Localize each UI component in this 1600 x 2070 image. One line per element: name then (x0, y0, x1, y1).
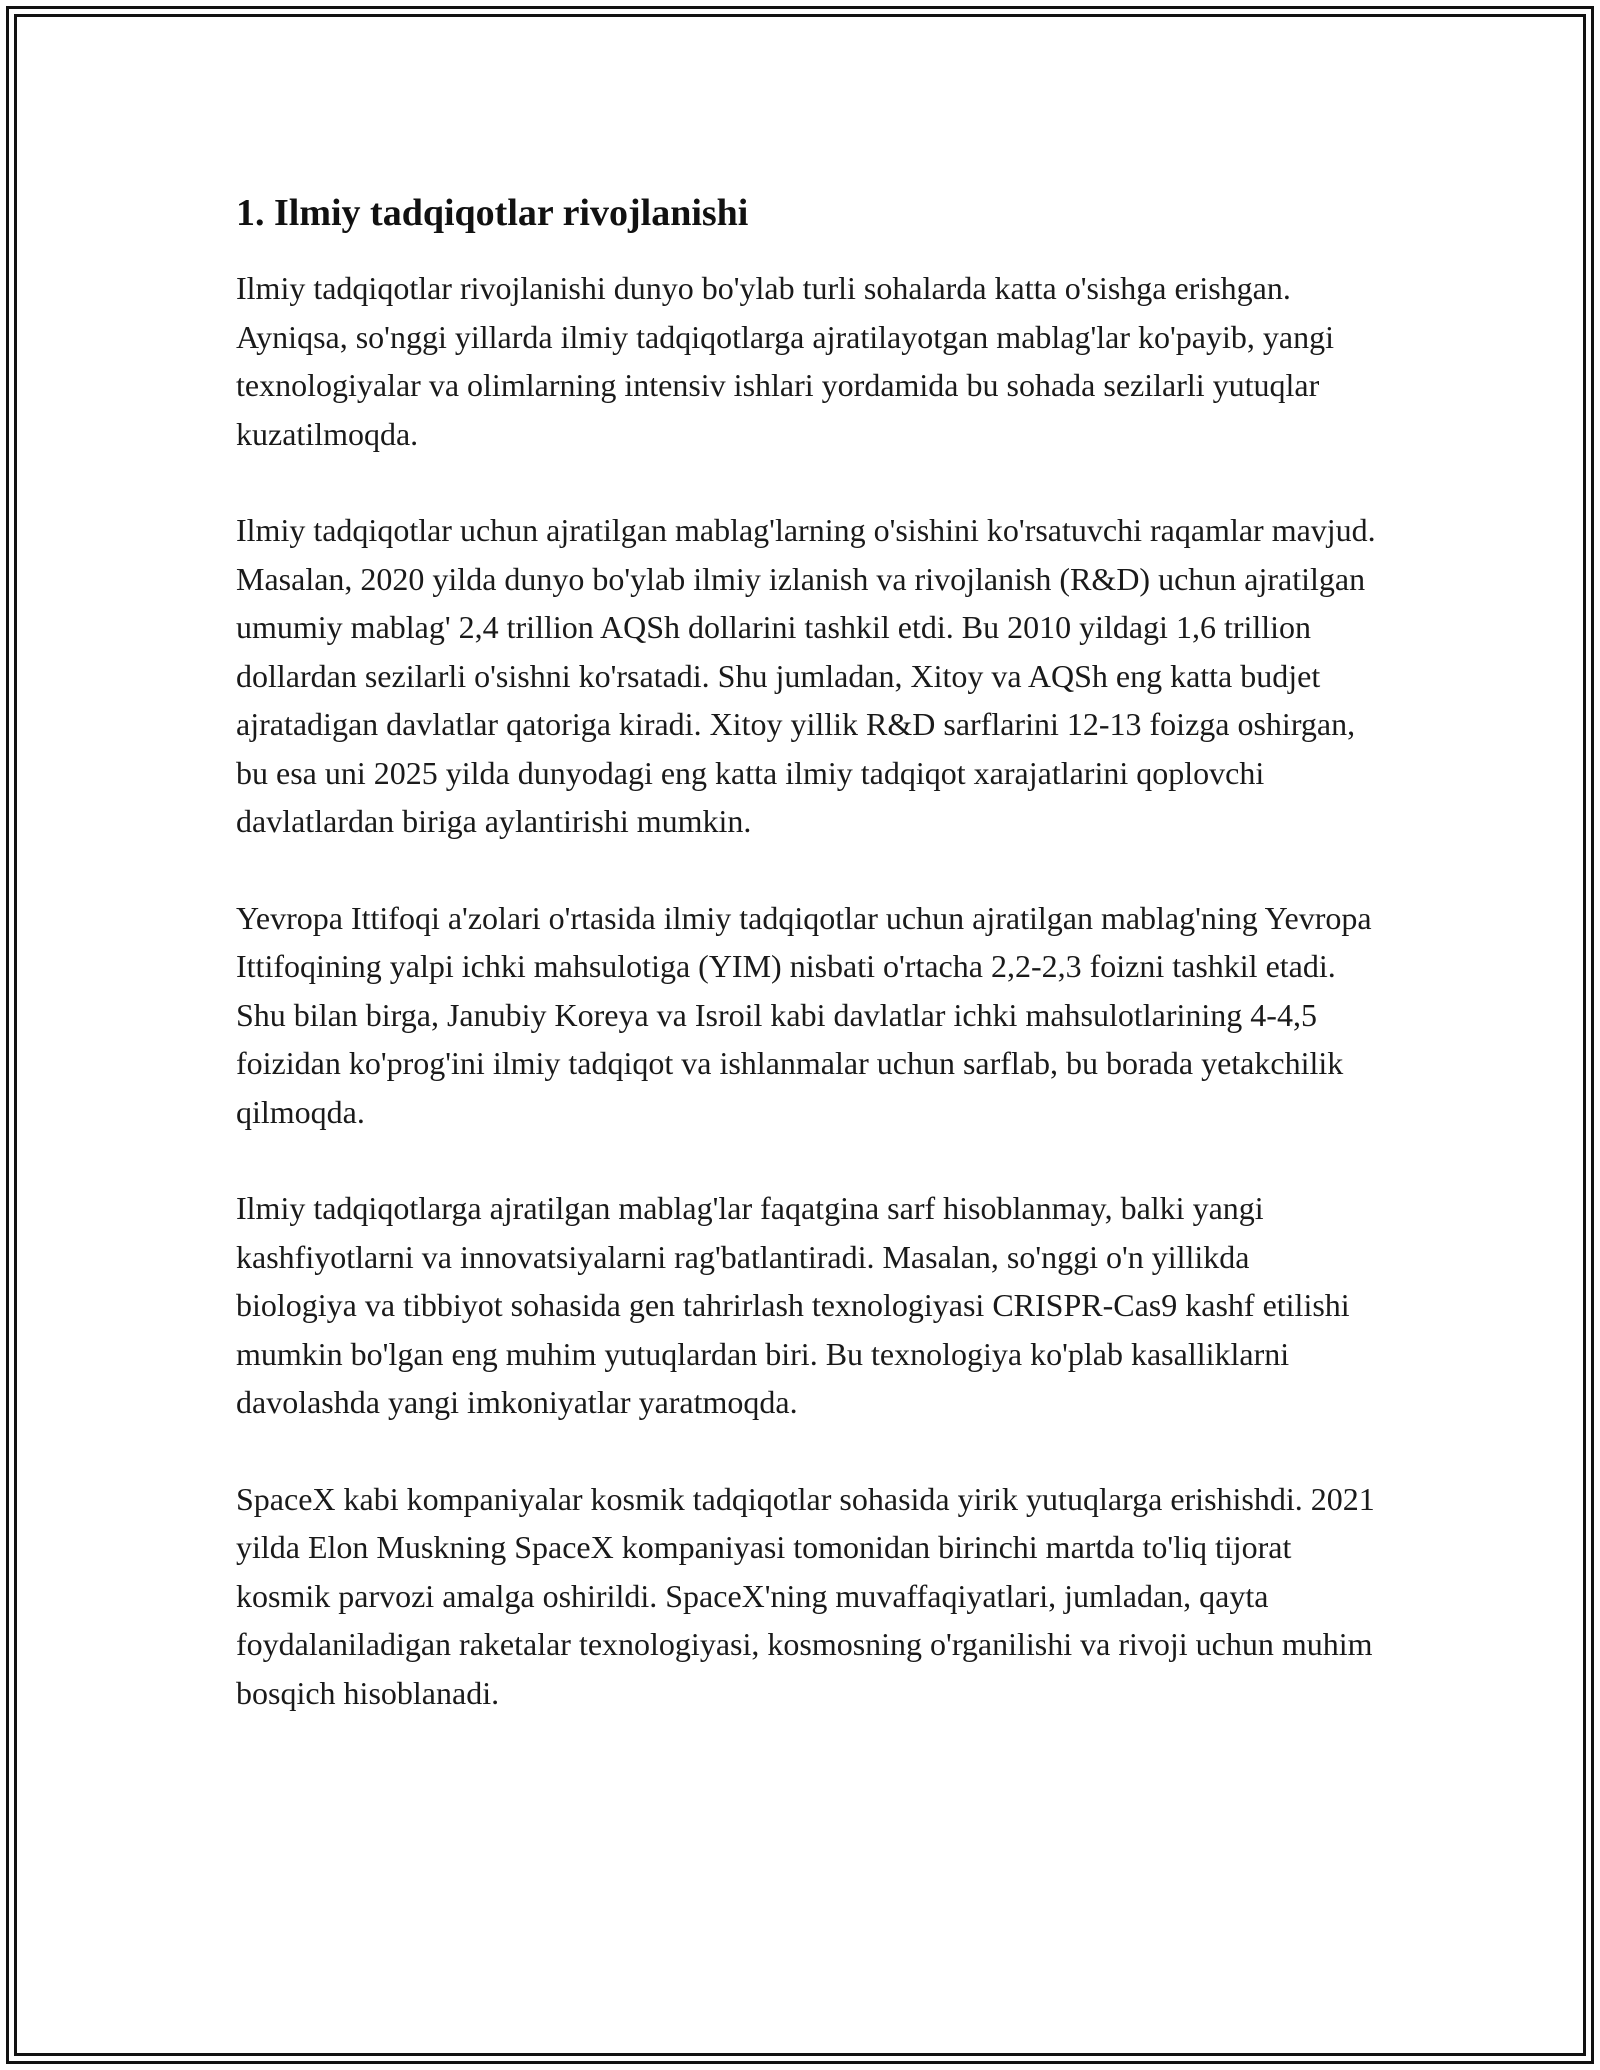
document-body (236, 186, 1376, 1765)
paragraph-innovation: Ilmiy tadqiqotlarga ajratilgan mablag'lar faqatgina sarf hisoblanmay, balki yangi kashfiyotlarni va innovatsiyalarni rag'batlantiradi. Masalan, so'nggi o'n yillikda biologiya va tibbiyot sohasida gen tahrirlash texnologiyasi CRISPR-Cas9 kashf etilishi mumkin bo'lgan eng muhim yutuqlardan biri. Bu texnologiya ko'plab kasalliklarni davolashda yangi imkoniyatlar yaratmoqda. (236, 1190, 1350, 1420)
section-heading: 1. Ilmiy tadqiqotlar rivojlanishi (236, 192, 749, 234)
paragraph-funding-growth: Ilmiy tadqiqotlar uchun ajratilgan mablag'larning o'sishini ko'rsatuvchi raqamlar mavjud. Masalan, 2020 yilda dunyo bo'ylab ilmiy izlanish va rivojlanish (R&D) uchun ajratilgan umumiy mablag' 2,4 trillion AQSh dollarini tashkil etdi. Bu 2010 yildagi 1,6 trillion dollardan sezilarli o'sishni ko'rsatadi. Shu jumladan, Xitoy va AQSh eng katta budjet ajratadigan davlatlar qatoriga kiradi. Xitoy yillik R&D sarflarini 12-13 foizga oshirgan, bu esa uni 2025 yilda dunyodagi eng katta ilmiy tadqiqot xarajatlarini qoplovchi davlatlardan biriga aylantirishi mumkin. (236, 512, 1376, 839)
paragraph-spacex: SpaceX kabi kompaniyalar kosmik tadqiqotlar sohasida yirik yutuqlarga erishishdi. 2021 yilda Elon Muskning SpaceX kompaniyasi tomonidan birinchi martda to'liq tijorat kosmik parvozi amalga oshirildi. SpaceX'ning muvaffaqiyatlari, jumladan, qayta foydalaniladigan raketalar texnologiyasi, kosmosning o'rganilishi va rivoji uchun muhim bosqich hisoblanadi. (236, 1480, 1375, 1711)
paragraph-intro: Ilmiy tadqiqotlar rivojlanishi dunyo bo'ylab turli sohalarda katta o'sishga erishgan. Ayniqsa, so'nggi yillarda ilmiy tadqiqotlarga ajratilayotgan mablag'lar ko'payib, yangi texnologiyalar va olimlarning intensiv ishlari yordamida bu sohada sezilarli yutuqlar kuzatilmoqda. (236, 270, 1334, 452)
paragraph-eu-funding: Yevropa Ittifoqi a'zolari o'rtasida ilmiy tadqiqotlar uchun ajratilgan mablag'ning Yevropa Ittifoqining yalpi ichki mahsulotiga (YIM) nisbati o'rtacha 2,2-2,3 foizni tashkil etadi. Shu bilan birga, Janubiy Koreya va Isroil kabi davlatlar ichki mahsulotlarining 4-4,5 foizidan ko'prog'ini ilmiy tadqiqot va ishlanmalar uchun sarflab, bu borada yetakchilik qilmoqda. (236, 899, 1372, 1130)
